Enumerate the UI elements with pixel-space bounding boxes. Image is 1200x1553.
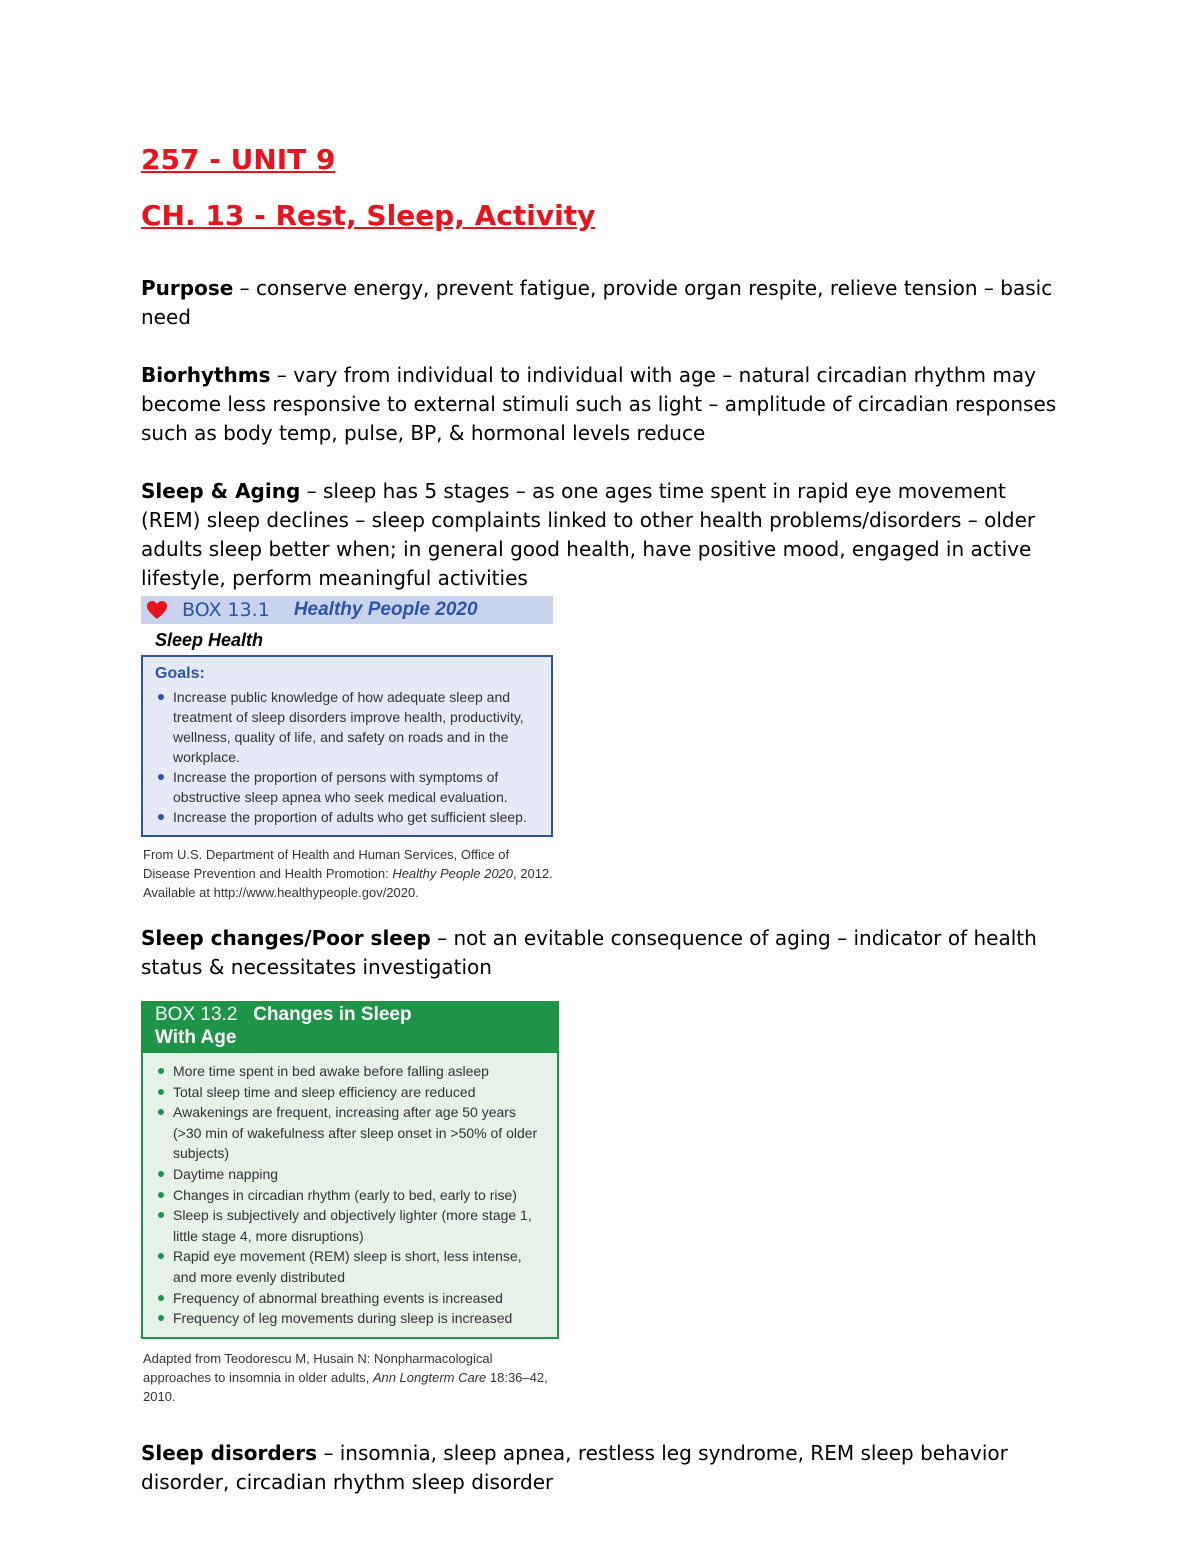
sleep-disorders-paragraph xyxy=(141,1439,1061,1497)
list-item: Sleep is subjectively and objectively lighter (more stage 1, little stage 4, more disruptions) xyxy=(155,1205,547,1246)
sleep-aging-text: – sleep has 5 stages – as one ages time spent in rapid eye movement (REM) sleep declines – sleep complaints linked to other health problems/disorders – older adults sleep better when; in general good health, have positive mood, engaged in active lifestyle, perform meaningful activities xyxy=(141,479,1036,590)
box-13-1 xyxy=(141,596,553,902)
list-item: Total sleep time and sleep efficiency are reduced xyxy=(155,1082,547,1103)
biorhythms-text: – vary from individual to individual with age – natural circadian rhythm may become less responsive to external stimuli such as light – amplitude of circadian responses such as body temp, pulse, BP, & hormonal levels reduce xyxy=(141,363,1057,445)
sleep-changes-term: Sleep changes/Poor sleep xyxy=(141,926,431,950)
list-item: Increase public knowledge of how adequate sleep and treatment of sleep disorders improve health, productivity, wellness, quality of life, and safety on roads and in the workplace. xyxy=(155,687,541,767)
box-13-1-subtitle: Sleep Health xyxy=(155,630,264,650)
sleep-aging-paragraph xyxy=(141,477,1061,593)
purpose-term: Purpose xyxy=(141,276,234,300)
box-13-2-title-line2: With Age xyxy=(155,1027,237,1048)
source-text-end: 18:36–42, 2010. xyxy=(143,1369,548,1404)
box-13-1-header xyxy=(141,596,553,624)
unit-title: 257 - UNIT 9 xyxy=(141,143,336,176)
sleep-disorders-text: – insomnia, sleep apnea, restless leg syndrome, REM sleep behavior disorder, circadian rhythm sleep disorder xyxy=(141,1440,1008,1494)
list-item: More time spent in bed awake before falling asleep xyxy=(155,1061,547,1082)
changes-list xyxy=(155,1061,547,1329)
box-13-2-header xyxy=(141,1001,559,1053)
list-item: Daytime napping xyxy=(155,1164,547,1185)
biorhythms-paragraph xyxy=(141,361,1061,448)
box-13-1-number: BOX 13.1 xyxy=(182,599,270,621)
box-13-2-body xyxy=(141,1053,559,1339)
biorhythms-term: Biorhythms xyxy=(141,363,271,387)
heart-icon xyxy=(146,600,168,620)
box-13-2-number: BOX 13.2 xyxy=(155,1004,238,1025)
sleep-changes-text: – not an evitable consequence of aging – indicator of health status & necessitates investigation xyxy=(141,926,1037,979)
list-item: Increase the proportion of persons with symptoms of obstructive sleep apnea who seek medical evaluation. xyxy=(155,767,541,807)
sleep-aging-term: Sleep & Aging xyxy=(141,479,301,503)
list-item: Increase the proportion of adults who get sufficient sleep. xyxy=(155,807,541,827)
sleep-changes-paragraph xyxy=(141,924,1061,982)
source-italic: Ann Longterm Care xyxy=(372,1369,487,1385)
source-text: From U.S. Department of Health and Human Services, Office of Disease Prevention and Health Promotion: xyxy=(143,847,510,881)
box-13-1-source xyxy=(143,845,553,902)
list-item: Frequency of abnormal breathing events is increased xyxy=(155,1288,547,1309)
list-item: Awakenings are frequent, increasing after age 50 years (>30 min of wakefulness after sleep onset in >50% of older subjects) xyxy=(155,1102,547,1164)
box-13-1-body xyxy=(141,655,553,837)
goals-label: Goals: xyxy=(155,665,205,682)
source-text-end: , 2012. Available at http://www.healthypeople.gov/2020. xyxy=(143,866,553,900)
source-italic: Healthy People 2020 xyxy=(392,866,514,881)
box-13-2 xyxy=(141,1001,559,1406)
purpose-paragraph xyxy=(141,274,1061,332)
goals-list xyxy=(155,687,541,827)
list-item: Frequency of leg movements during sleep is increased xyxy=(155,1308,547,1329)
list-item: Changes in circadian rhythm (early to bed, early to rise) xyxy=(155,1185,547,1206)
document-page xyxy=(141,140,1061,1526)
sleep-disorders-term: Sleep disorders xyxy=(141,1440,317,1465)
purpose-text: – conserve energy, prevent fatigue, provide organ respite, relieve tension – basic need xyxy=(141,276,1053,329)
box-13-2-title-line1: Changes in Sleep xyxy=(253,1004,412,1025)
box-13-2-source xyxy=(143,1349,559,1406)
chapter-title: CH. 13 - Rest, Sleep, Activity xyxy=(141,199,596,232)
source-text: Adapted from Teodorescu M, Husain N: Nonpharmacological approaches to insomnia in older adults, xyxy=(143,1350,493,1385)
list-item: Rapid eye movement (REM) sleep is short, less intense, and more evenly distributed xyxy=(155,1246,547,1287)
box-13-1-title: Healthy People 2020 xyxy=(293,599,478,620)
